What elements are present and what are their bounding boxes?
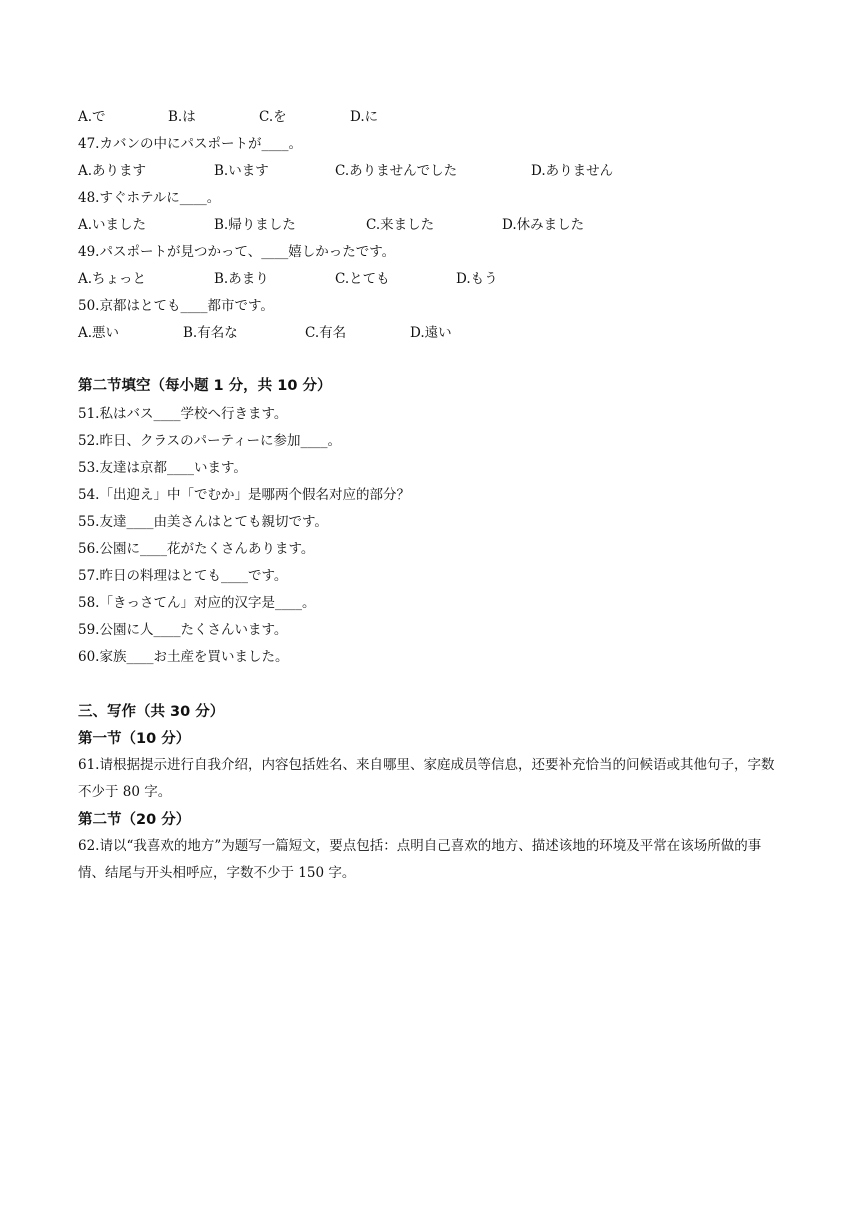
q55-text: 55.友達____由美さんはとても親切です。 [78,514,328,530]
q50-text: 50.京都はとても____都市です。 [78,298,274,314]
q53-text: 53.友達は京都____います。 [78,460,247,476]
q54-text: 54.「出迎え」中「でむか」是哪两个假名对应的部分？ [78,487,410,503]
q47-text: 47.カバンの中にパスポートが____。 [78,136,302,152]
q46-option-d: D.に [350,109,379,125]
section3-part2-heading: 第二节（20 分） [78,812,191,828]
q51-text: 51.私はバス____学校へ行きます。 [78,406,288,422]
q58-text: 58.「きっさてん」对应的汉字是____。 [78,595,316,611]
q46-option-a: A.で [78,109,106,125]
q50-option-d: D.遠い [410,325,452,341]
section3-part1-heading: 第一节（10 分） [78,731,191,747]
section2-heading: 第二节填空（每小题 1 分，共 10 分） [78,378,332,394]
q49-option-a: A.ちょっと [78,271,147,287]
q61-text: 61.请根据提示进行自我介绍，内容包括姓名、来自哪里、家庭成员等信息，还要补充恰当的问候语或其他句子，字数不少于 80 字。 [78,757,775,800]
q49-text: 49.パスポートが見つかって、____嬉しかったです。 [78,244,396,260]
q60-text: 60.家族____お土産を買いました。 [78,649,289,665]
q48-option-a: A.いました [78,217,147,233]
q47-option-d: D.ありません [531,163,614,179]
q46-option-c: C.を [259,109,287,125]
q50-option-a: A.悪い [78,325,120,341]
q59-text: 59.公園に人____たくさんいます。 [78,622,288,638]
q49-option-b: B.あまり [214,271,269,287]
q52-text: 52.昨日、クラスのパーティーに参加____。 [78,433,341,449]
q48-text: 48.すぐホテルに____。 [78,190,221,206]
q49-option-d: D.もう [456,271,498,287]
q47-option-c: C.ありませんでした [335,163,458,179]
q47-option-b: B.います [214,163,269,179]
q46-option-b: B.は [168,109,196,125]
q49-option-c: C.とても [335,271,390,287]
q50-option-c: C.有名 [305,325,347,341]
q48-option-c: C.来ました [366,217,435,233]
q57-text: 57.昨日の料理はとても____です。 [78,568,288,584]
q50-option-b: B.有名な [183,325,238,341]
q48-option-d: D.休みました [502,217,585,233]
q56-text: 56.公園に____花がたくさんあります。 [78,541,315,557]
section3-heading: 三、写作（共 30 分） [78,704,225,720]
q47-option-a: A.あります [78,163,147,179]
q48-option-b: B.帰りました [214,217,296,233]
q62-text: 62.请以“我喜欢的地方”为题写一篇短文，要点包括：点明自己喜欢的地方、描述该地的环境及平常在该场所做的事情、结尾与开头相呼应，字数不少于 150 字。 [78,838,762,881]
